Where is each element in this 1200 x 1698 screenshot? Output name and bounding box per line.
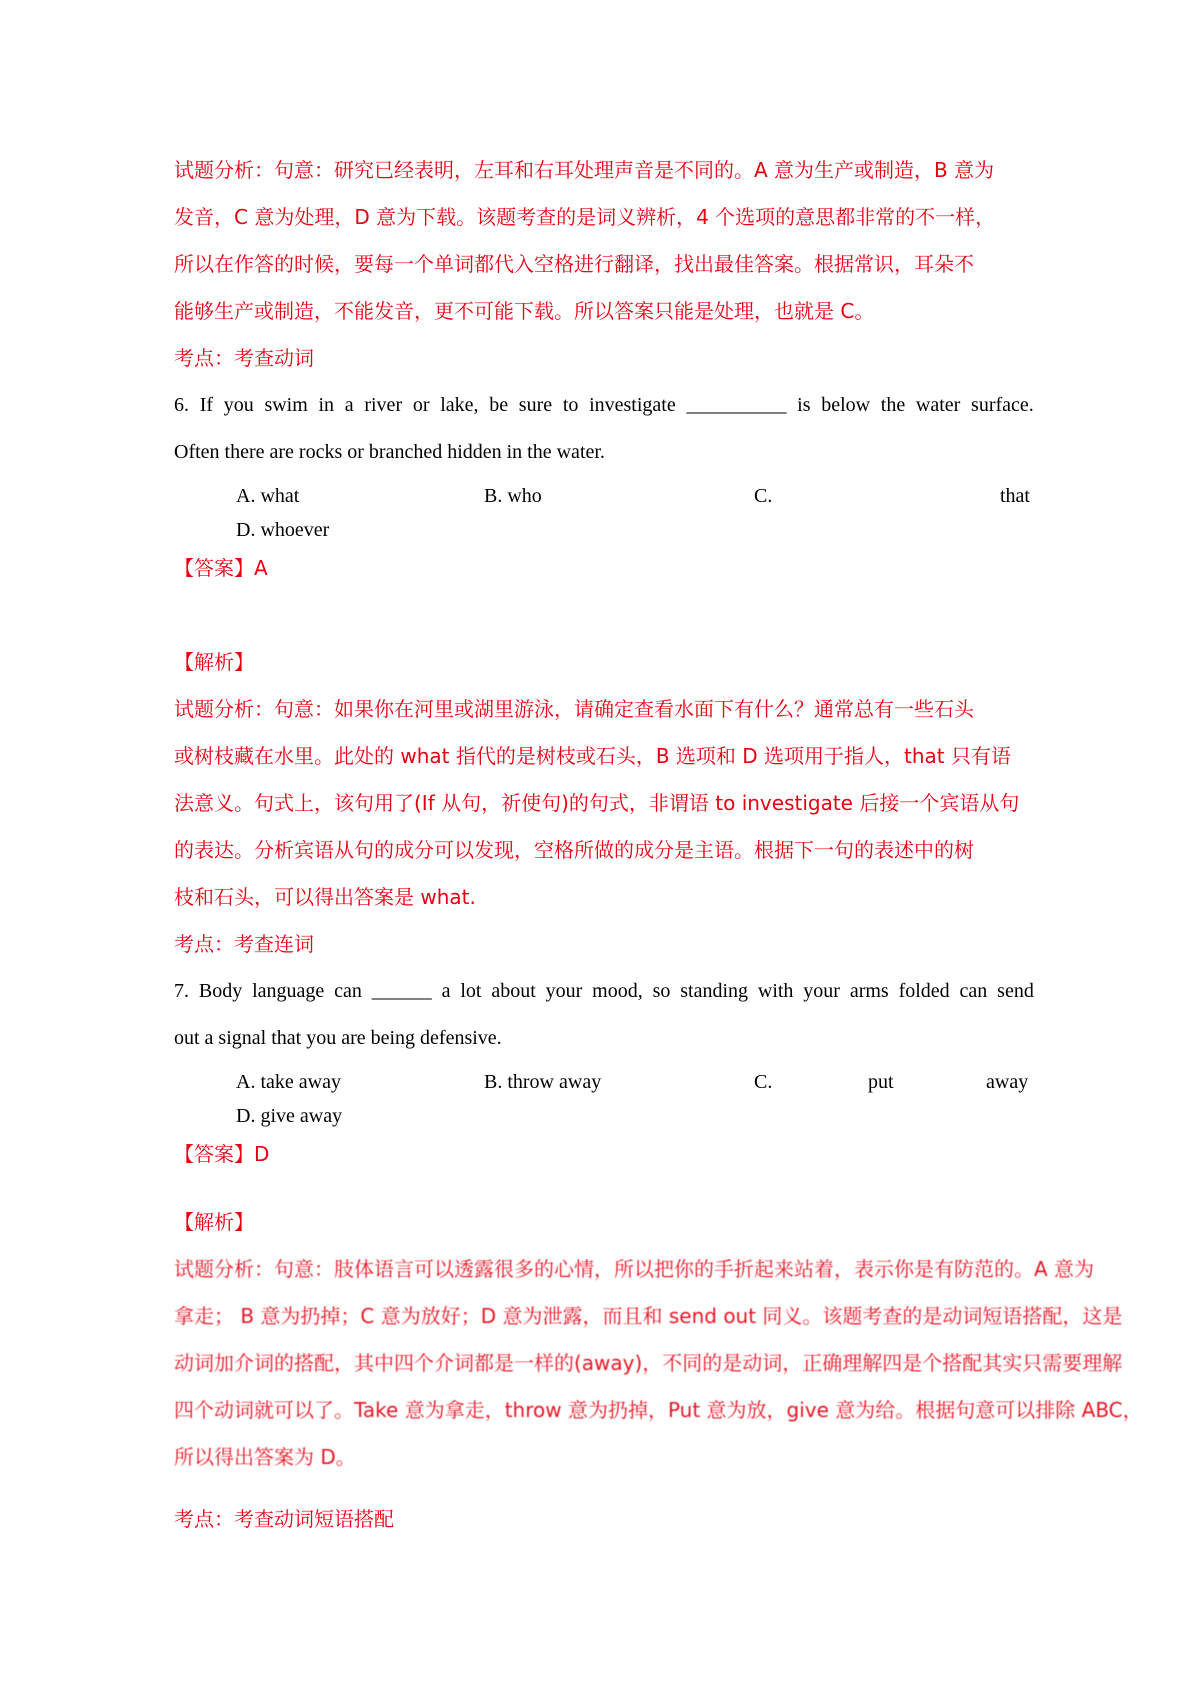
q7-analysis-line-2: 拿走； B 意为扔掉；C 意为放好；D 意为泄露，而且和 send out 同义。该题考查的是动词短语搭配，这是 bbox=[174, 1304, 1123, 1328]
q6-analysis-title: 【解析】 bbox=[174, 650, 254, 674]
q7-option-a: A. take away bbox=[236, 1071, 341, 1093]
q6-option-b: B. who bbox=[484, 485, 542, 507]
q7-stem-line-1: 7. Body language can ______ a lot about your mood, so standing with your arms folded can send bbox=[174, 980, 1034, 1002]
q7-analysis-line-5: 所以得出答案为 D。 bbox=[174, 1445, 356, 1469]
q6-analysis-line-2: 或树枝藏在水里。此处的 what 指代的是树枝或石头，B 选项和 D 选项用于指人，that 只有语 bbox=[174, 744, 1012, 768]
q7-analysis-line-3: 动词加介词的搭配，其中四个介词都是一样的(away)，不同的是动词，正确理解四是个搭配其实只需要理解 bbox=[174, 1351, 1123, 1375]
q6-analysis-line-4: 的表达。分析宾语从句的成分可以发现，空格所做的成分是主语。根据下一句的表述中的树 bbox=[174, 838, 974, 862]
q7-option-c-mid: put bbox=[868, 1071, 894, 1093]
q5-analysis-line-1: 试题分析：句意：研究已经表明，左耳和右耳处理声音是不同的。A 意为生产或制造，B 意为 bbox=[174, 158, 995, 182]
q6-answer: 【答案】A bbox=[174, 556, 268, 580]
q6-option-c-label: C. bbox=[754, 485, 773, 507]
q7-analysis-line-1: 试题分析：句意：肢体语言可以透露很多的心情，所以把你的手折起来站着，表示你是有防范的。A 意为 bbox=[174, 1257, 1095, 1281]
q5-kaodian: 考点：考查动词 bbox=[174, 346, 314, 370]
q6-analysis-line-3: 法意义。句式上，该句用了(If 从句，祈使句)的句式，非谓语 to investigate 后接一个宾语从句 bbox=[174, 791, 1020, 815]
q6-stem-line-1: 6. If you swim in a river or lake, be sure to investigate __________ is below the water surface. bbox=[174, 394, 1034, 416]
q7-option-d: D. give away bbox=[236, 1105, 343, 1127]
q6-option-d: D. whoever bbox=[236, 519, 330, 541]
q5-analysis-line-4: 能够生产或制造，不能发音，更不可能下载。所以答案只能是处理，也就是 C。 bbox=[174, 299, 875, 323]
q7-option-c-label: C. bbox=[754, 1071, 773, 1093]
q7-analysis-line-4: 四个动词就可以了。Take 意为拿走，throw 意为扔掉，Put 意为放，give 意为给。根据句意可以排除 ABC， bbox=[174, 1398, 1143, 1422]
q5-analysis-line-2: 发音，C 意为处理，D 意为下载。该题考查的是词义辨析，4 个选项的意思都非常的不一样， bbox=[174, 205, 996, 229]
q7-analysis-title: 【解析】 bbox=[174, 1210, 254, 1234]
q6-analysis-line-1: 试题分析：句意：如果你在河里或湖里游泳，请确定查看水面下有什么？通常总有一些石头 bbox=[174, 697, 974, 721]
q6-stem-line-2: Often there are rocks or branched hidden in the water. bbox=[174, 441, 605, 463]
q6-kaodian: 考点：考查连词 bbox=[174, 932, 314, 956]
q7-option-b: B. throw away bbox=[484, 1071, 602, 1093]
q7-stem-line-2: out a signal that you are being defensive. bbox=[174, 1027, 502, 1049]
q5-analysis-line-3: 所以在作答的时候，要每一个单词都代入空格进行翻译，找出最佳答案。根据常识，耳朵不 bbox=[174, 252, 974, 276]
q7-kaodian: 考点：考查动词短语搭配 bbox=[174, 1507, 394, 1531]
q6-option-c-text: that bbox=[1000, 485, 1030, 507]
q7-option-c-text: away bbox=[986, 1071, 1029, 1093]
q7-answer: 【答案】D bbox=[174, 1142, 270, 1166]
q6-analysis-line-5: 枝和石头，可以得出答案是 what. bbox=[174, 885, 476, 909]
q6-option-a: A. what bbox=[236, 485, 300, 507]
